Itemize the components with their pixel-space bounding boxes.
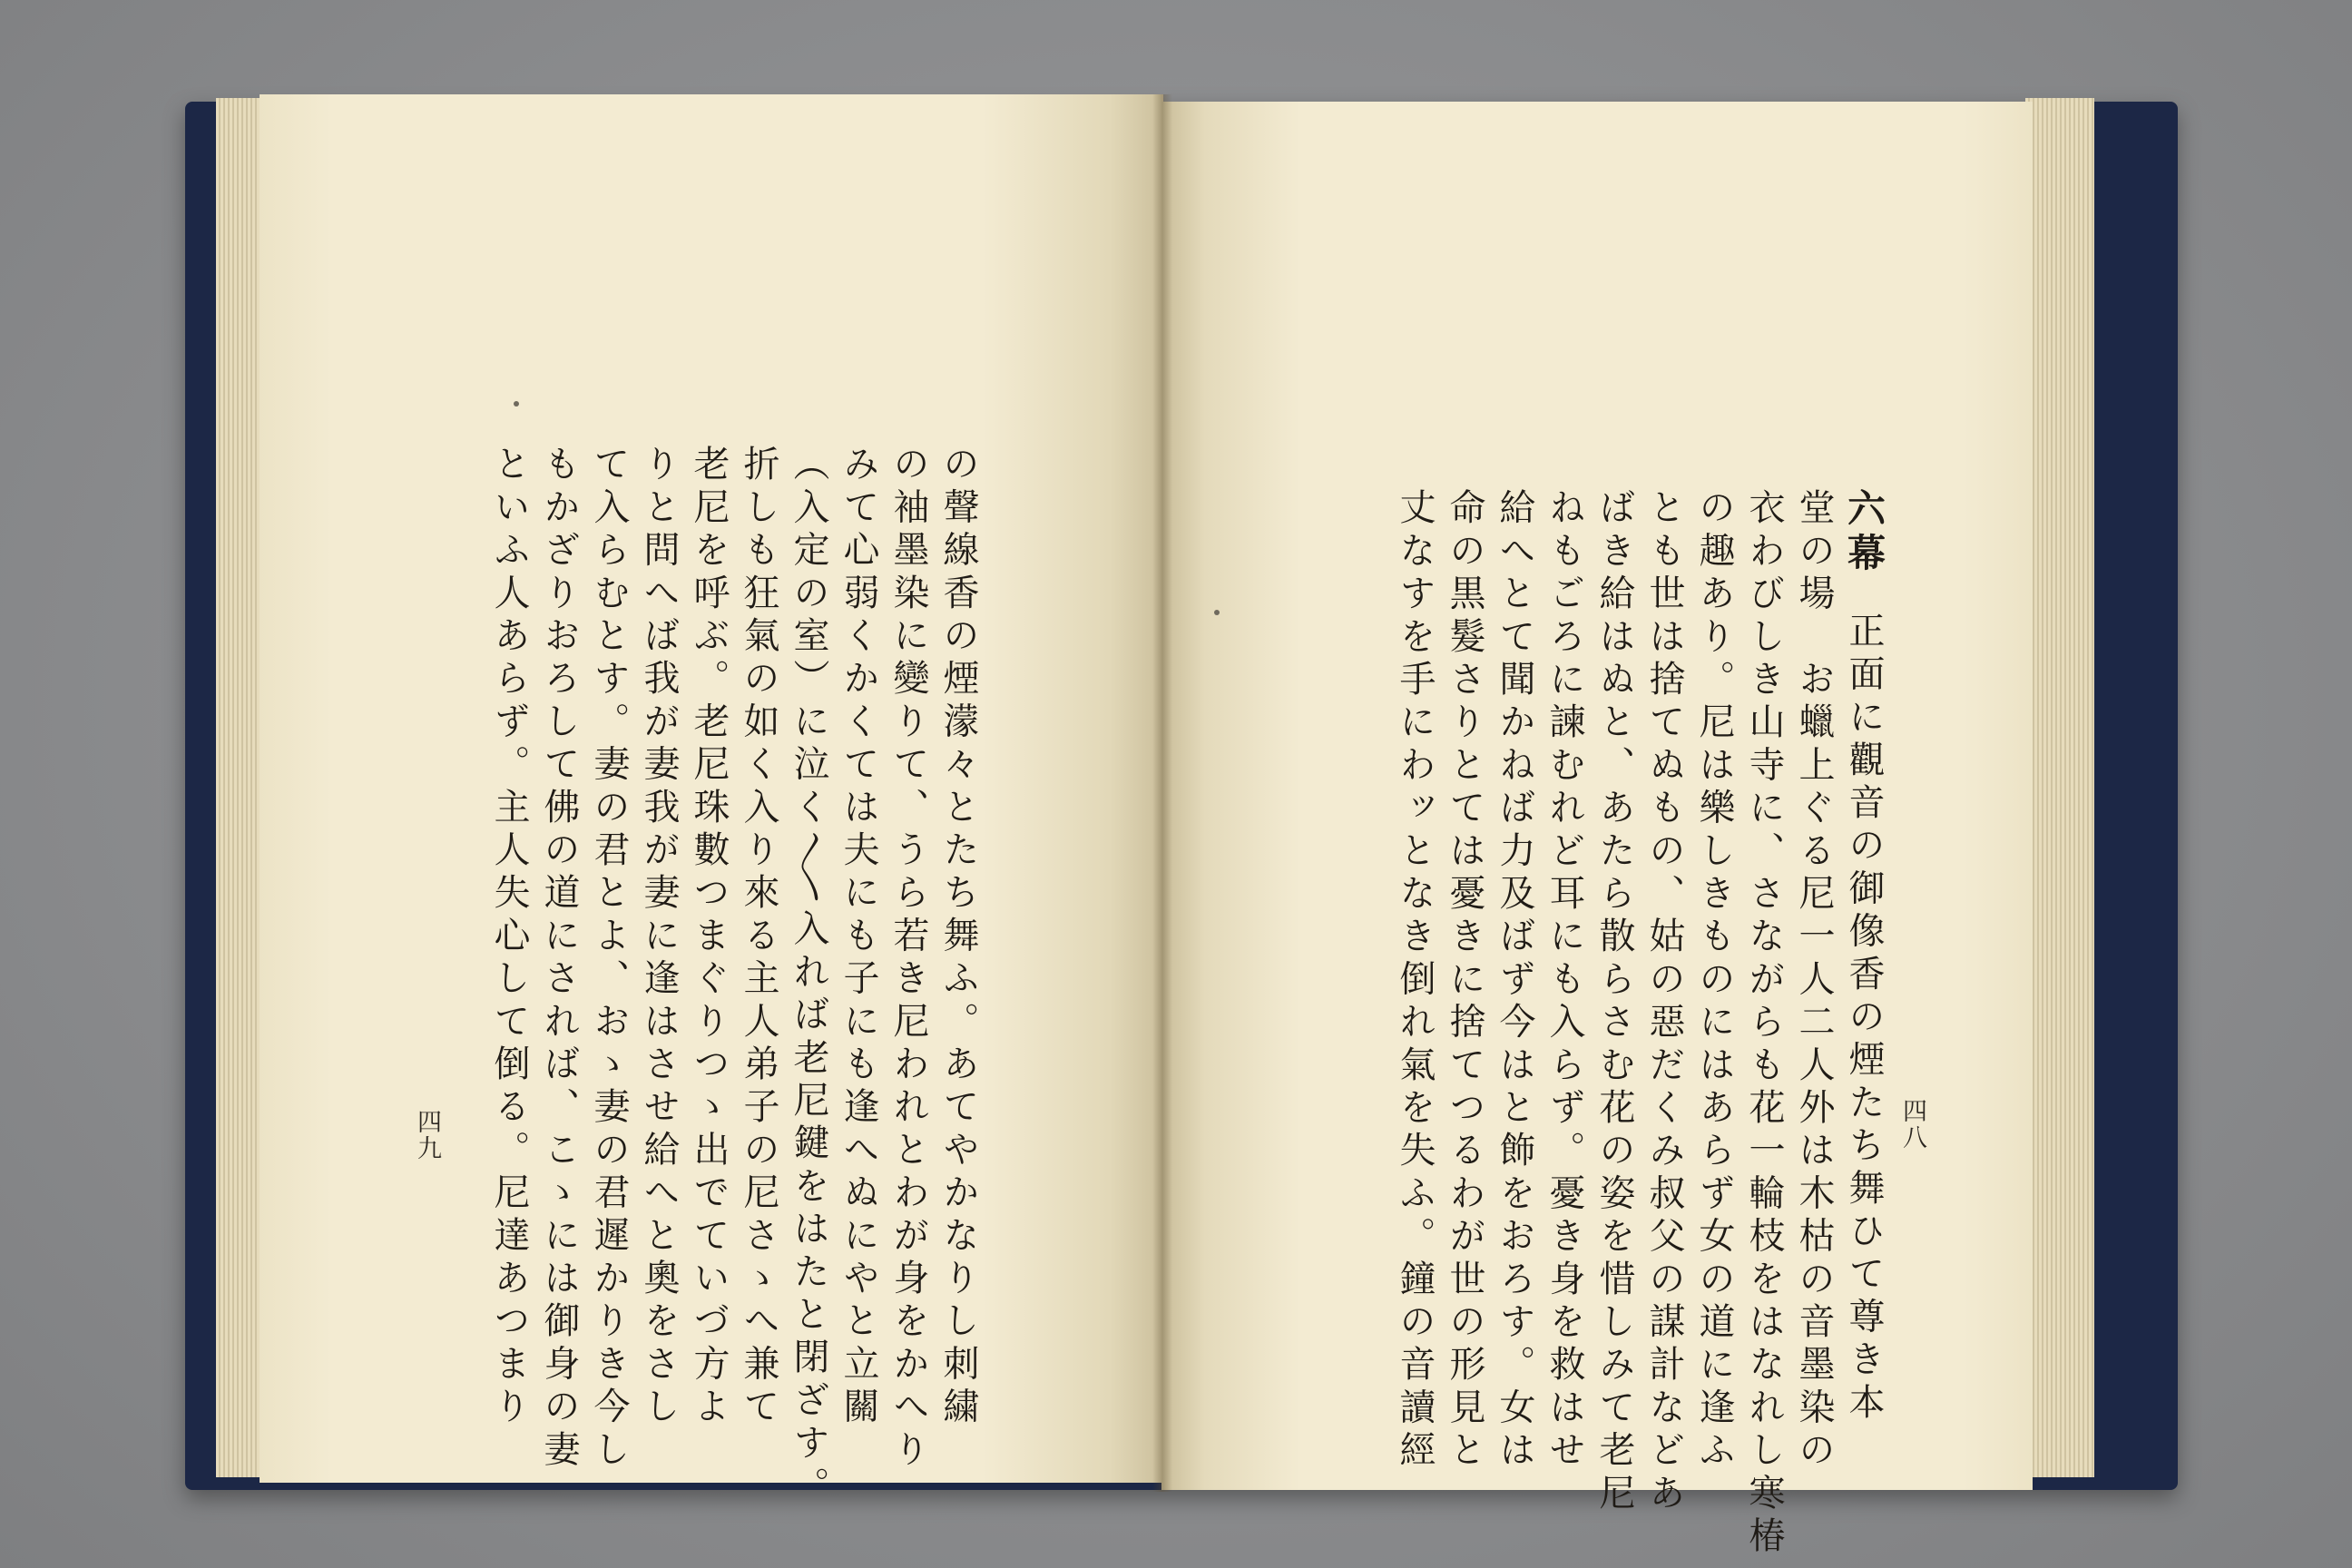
paper-speck: [514, 401, 519, 407]
text-column: みて心弱くかくては夫にも子にも逢へぬにやと立關: [838, 445, 879, 1430]
text-column: の袖墨染に變りて、うら若き尼われとわが身をかへり: [887, 445, 929, 1473]
text-column: の趣あり。尼は樂しきものにはあらず女の道に逢ふ: [1693, 488, 1735, 1474]
text-column: （入定の室）に泣く〳〵入れば老尼鍵をはたと閉ざす。: [788, 445, 829, 1509]
text-column: 正面に觀音の御像香の煙たち舞ひて尊き本: [1843, 612, 1885, 1426]
text-column: 命の黒髮さりとては憂きに捨てつるわが世の形見と: [1444, 488, 1485, 1474]
text-column: 衣わびしき山寺に、さながらも花一輪枝をはなれし寒椿: [1743, 488, 1785, 1559]
book-gutter: [1152, 94, 1172, 1492]
text-column: 給へとて聞かねば力及ばず今はと飾をおろす。女は: [1494, 488, 1535, 1474]
right-page: [1161, 102, 2033, 1559]
paper-speck: [1214, 610, 1220, 615]
text-column: 老尼を呼ぶ。老尼珠數つまぐりつゝ出でていづ方よ: [688, 445, 730, 1430]
text-column: もかざりおろして佛の道にされば、こゝには御身の妻: [538, 445, 580, 1473]
text-column: といふ人あらず。主人失心して倒る。尼達あつまり: [488, 445, 530, 1430]
text-column: とも世は捨てぬもの、姑の惡だくみ叔父の謀計などあ: [1643, 488, 1685, 1516]
text-column: 堂の場 お蠟上ぐる尼一人二人外は木枯の音墨染の: [1793, 488, 1835, 1474]
text-column: りと問へば我が妻我が妻に逢はさせ給へと奧をさし: [638, 445, 680, 1430]
text-column: ばき給はぬと、あたら散らさむ花の姿を惜しみて老尼: [1593, 488, 1635, 1516]
text-column: ねもごろに諫むれど耳にも入らず。憂き身を救はせ: [1544, 488, 1585, 1474]
right-page-number: 四八: [1898, 1098, 1926, 1151]
text-column: 折しも狂氣の如く入り來る主人弟子の尼さゝへ兼て: [738, 445, 779, 1430]
text-column: の聲線香の煙濛々とたち舞ふ。あてやかなりし刺繍: [937, 445, 979, 1430]
page-edges-right: [2025, 98, 2094, 1477]
left-page: [260, 94, 1163, 1509]
left-page-number: 四九: [413, 1109, 441, 1161]
text-column: て入らむとす。妻の君とよ、おゝ妻の君遲かりき今し: [588, 445, 630, 1473]
text-column: 丈なすを手にわッとなき倒れ氣を失ふ。鐘の音讀經: [1394, 488, 1436, 1474]
act-heading: 六幕: [1842, 488, 1886, 578]
